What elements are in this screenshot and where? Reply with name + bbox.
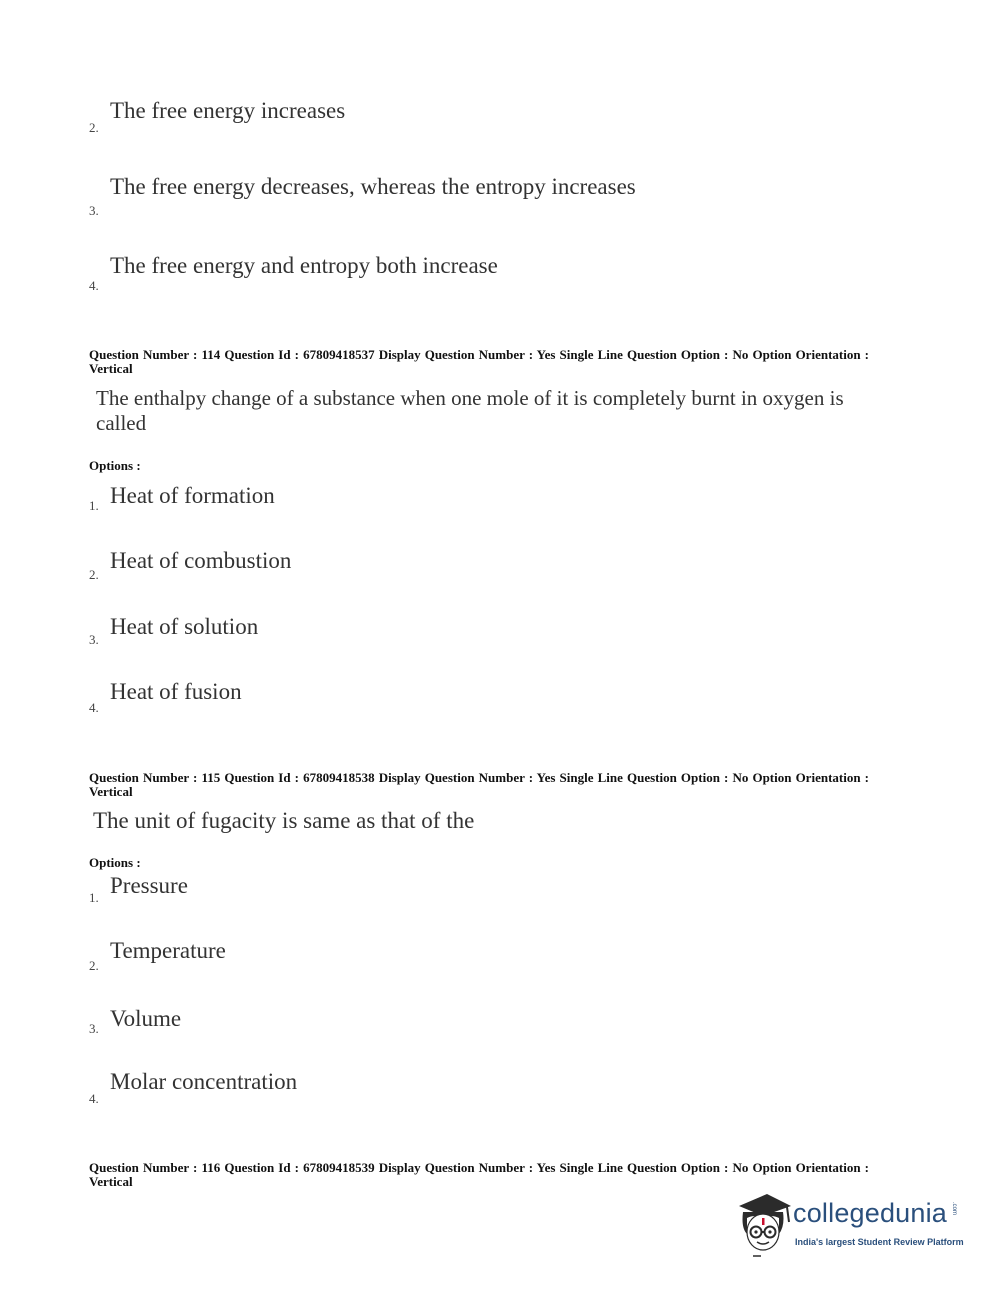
option-number: 3. [89,632,99,647]
option-text: Temperature [110,938,226,963]
option-number: 2. [89,120,99,135]
question-114-meta: Question Number : 114 Question Id : 67809418537 Display Question Number : Yes Single Line Question Option : No Option Orientation : Vertical [89,347,869,376]
question-115-options-label: Options : [89,855,141,870]
option-text: Molar concentration [110,1069,298,1094]
option-number: 2. [89,958,99,973]
option-text: Pressure [110,873,188,898]
option-number: 4. [89,278,99,293]
option-text: Heat of fusion [110,679,242,704]
option-text: The free energy and entropy both increase [110,253,498,278]
option-number: 4. [89,700,99,715]
option-number: 3. [89,203,99,218]
question-115-meta: Question Number : 115 Question Id : 67809418538 Display Question Number : Yes Single Line Question Option : No Option Orientation : Vertical [89,770,869,799]
option-number: 3. [89,1021,99,1036]
question-115-text: The unit of fugacity is same as that of the [93,808,475,833]
question-114-text: The enthalpy change of a substance when one mole of it is completely burnt in oxygen is called [96,386,844,435]
option-number: 2. [89,567,99,582]
option-number: 1. [89,498,99,513]
mascot-icon [733,1188,795,1260]
question-116-meta: Question Number : 116 Question Id : 67809418539 Display Question Number : Yes Single Line Question Option : No Option Orientation : Vertical [89,1160,869,1189]
brand-tagline: India's largest Student Review Platform [795,1237,964,1247]
question-114-options-label: Options : [89,458,141,473]
option-text: Heat of combustion [110,548,292,573]
option-number: 4. [89,1091,99,1106]
option-text: Volume [110,1006,182,1031]
option-text: The free energy decreases, whereas the entropy increases [110,174,636,199]
option-text: Heat of formation [110,483,275,508]
option-number: 1. [89,890,99,905]
collegedunia-logo [733,1188,963,1260]
brand-name: collegedunia [793,1198,948,1228]
option-text: Heat of solution [110,614,259,639]
brand-dotcom: .com [951,1202,957,1216]
option-text: The free energy increases [110,98,346,123]
